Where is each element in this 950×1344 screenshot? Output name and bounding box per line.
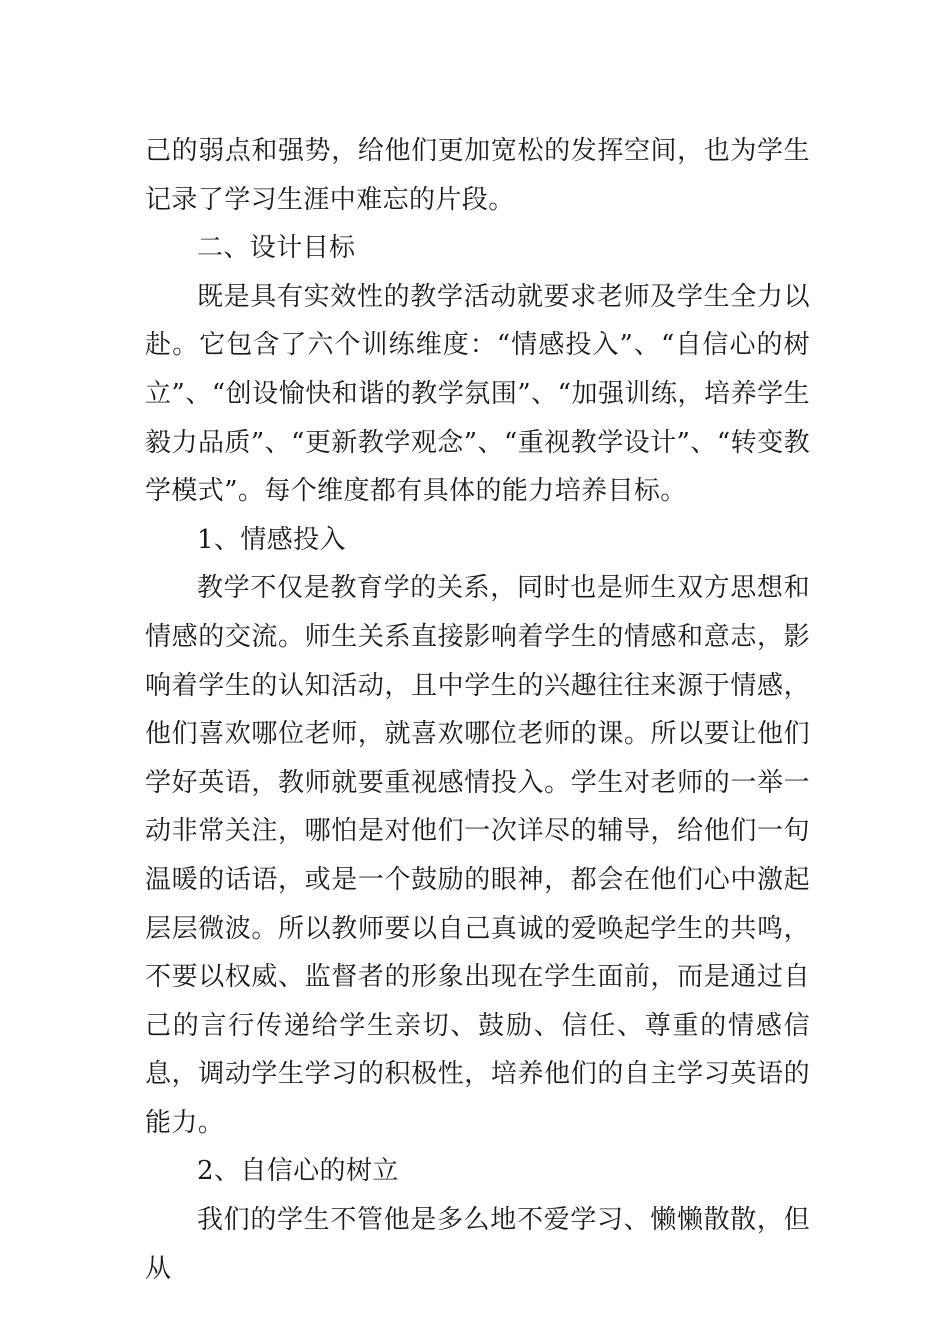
section-heading-design-goals: 二、设计目标 [197,233,356,264]
paragraph-dimensions: 既是具有实效性的教学活动就要求老师及学生全力以赴。它包含了六个训练维度：“情感投入”、“自信心的树立”、“创设愉快和谐的教学氛围”、“加强训练，培养学生毅力品质”、“更新教学观念”、“重视教学设计”、“转变教学模式”。每个维度都有具体的能力培养目标。 [145,281,810,507]
paragraph-continuation: 己的弱点和强势，给他们更加宽松的发挥空间，也为学生记录了学习生涯中难忘的片段。 [145,136,810,215]
subheading-emotional-investment: 1、情感投入 [197,524,346,555]
document-body [145,127,810,1293]
subheading-self-confidence: 2、自信心的树立 [197,1156,399,1187]
paragraph-emotional-investment: 教学不仅是教育学的关系，同时也是师生双方思想和情感的交流。师生关系直接影响着学生的情感和意志，影响着学生的认知活动，且中学生的兴趣往往来源于情感，他们喜欢哪位老师，就喜欢哪位老师的课。所以要让他们学好英语，教师就要重视感情投入。学生对老师的一举一动非常关注，哪怕是对他们一次详尽的辅导，给他们一句温暖的话语，或是一个鼓励的眼神，都会在他们心中激起层层微波。所以教师要以自己真诚的爱唤起学生的共鸣，不要以权威、监督者的形象出现在学生面前，而是通过自己的言行传递给学生亲切、鼓励、信任、尊重的情感信息，调动学生学习的积极性，培养他们的自主学习英语的能力。 [145,573,810,1138]
paragraph-self-confidence: 我们的学生不管他是多么地不爱学习、懒懒散散，但从 [145,1205,810,1284]
